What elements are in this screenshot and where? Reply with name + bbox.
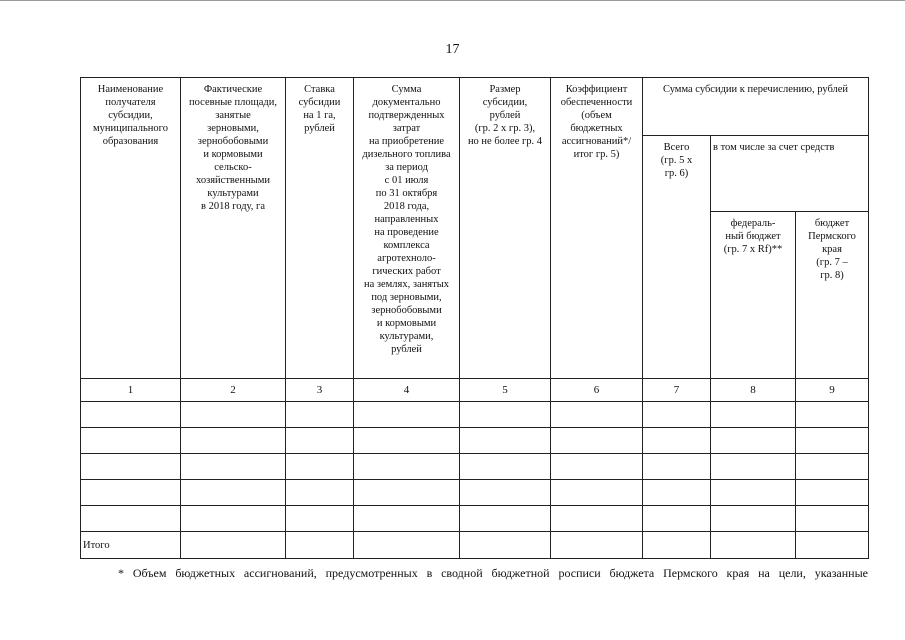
table-cell [181, 428, 286, 454]
table-row [81, 402, 869, 428]
header-line: культурами [207, 188, 259, 199]
table-cell [286, 402, 354, 428]
header-confirmed-costs [354, 78, 460, 379]
header-group-including: в том числе за счет средств [711, 136, 869, 212]
header-line: агротехноло- [377, 253, 436, 264]
header-line: (гр. 5 х [660, 155, 693, 166]
header-line: субсидии, [108, 110, 153, 121]
header-subsidy-size [460, 78, 551, 379]
table-cell [460, 402, 551, 428]
header-line: муниципального [93, 123, 168, 134]
header-line: хозяйственными [195, 175, 271, 186]
header-line: Фактические [203, 84, 263, 95]
table-cell [551, 480, 643, 506]
table-cell [551, 402, 643, 428]
header-line: гических работ [372, 266, 441, 277]
header-line: но не более гр. 4 [467, 136, 543, 147]
table-cell [460, 532, 551, 559]
header-line: подтвержденных [368, 110, 445, 121]
table-row [81, 454, 869, 480]
header-line: рублей [489, 110, 521, 121]
table-cell [181, 480, 286, 506]
header-line: ный бюджет [725, 231, 781, 242]
header-line: дизельного топлива [362, 149, 451, 160]
table-row [81, 480, 869, 506]
total-label: Итого [81, 532, 181, 559]
table-cell [460, 454, 551, 480]
header-line: (объем [581, 110, 612, 121]
header-line: обеспеченности [560, 97, 633, 108]
header-line: бюджетных [570, 123, 623, 134]
table-cell [711, 506, 796, 532]
table-cell [81, 454, 181, 480]
table-cell [181, 506, 286, 532]
table-cell [286, 454, 354, 480]
table-cell [711, 402, 796, 428]
table-cell [643, 402, 711, 428]
header-line: субсидии, [482, 97, 528, 108]
page-number: 17 [445, 42, 460, 57]
column-number: 5 [460, 379, 551, 402]
table-cell [286, 428, 354, 454]
column-number: 7 [643, 379, 711, 402]
table-cell [460, 428, 551, 454]
header-line: и кормовыми [376, 318, 437, 329]
total-row [81, 532, 869, 559]
table-cell [711, 532, 796, 559]
header-line: (гр. 7 – [816, 257, 848, 268]
table-cell [551, 454, 643, 480]
header-line: зернобобовыми [197, 136, 269, 147]
header-line: затрат [392, 123, 421, 134]
header-regional-budget [796, 212, 869, 379]
header-sown-area [181, 78, 286, 379]
header-line: на землях, занятых [363, 279, 450, 290]
table-cell [643, 480, 711, 506]
header-line: рублей [304, 123, 335, 134]
header-line: в 2018 году, га [201, 201, 265, 212]
header-federal-budget [711, 212, 796, 379]
header-line: зерновыми, [207, 123, 259, 134]
table-cell [551, 506, 643, 532]
table-cell [354, 428, 460, 454]
header-line: комплекса [383, 240, 430, 251]
header-rate [286, 78, 354, 379]
table-cell [354, 480, 460, 506]
header-line: Коэффициент [565, 84, 628, 95]
table-cell [354, 454, 460, 480]
top-edge-rule [0, 0, 905, 1]
column-numbers-row [81, 379, 869, 402]
header-line: зернобобовыми [371, 305, 442, 316]
column-number: 6 [551, 379, 643, 402]
header-line: направленных [374, 214, 439, 225]
header-line: Наименование [97, 84, 164, 95]
header-line: сельско- [214, 162, 252, 173]
table-cell [286, 480, 354, 506]
header-line: за период [385, 162, 428, 173]
header-line: (гр. 7 х Rf)** [723, 244, 783, 255]
header-line: Размер [489, 84, 521, 95]
header-line: Всего [663, 142, 690, 153]
table-row [81, 506, 869, 532]
table-cell [354, 506, 460, 532]
header-line: с 01 июля [384, 175, 429, 186]
header-line: 2018 года, [383, 201, 430, 212]
header-line: по 31 октября [375, 188, 438, 199]
header-line: образования [102, 136, 159, 147]
table-cell [460, 506, 551, 532]
header-line: бюджет [814, 218, 850, 229]
table-cell [643, 428, 711, 454]
header-line: (гр. 2 х гр. 3), [474, 123, 536, 134]
table-cell [796, 454, 869, 480]
header-line: на 1 га, [303, 110, 336, 121]
header-group-sum: Сумма субсидии к перечислению, рублей [643, 78, 869, 136]
header-line: гр. 6) [664, 168, 689, 179]
table-cell [796, 428, 869, 454]
header-line: рублей [391, 344, 422, 355]
table-cell [354, 402, 460, 428]
table-cell [551, 428, 643, 454]
table-cell [711, 454, 796, 480]
header-line: Сумма [391, 84, 422, 95]
column-number: 9 [796, 379, 869, 402]
table-cell [460, 480, 551, 506]
table-cell [81, 480, 181, 506]
column-number: 8 [711, 379, 796, 402]
table-cell [643, 454, 711, 480]
column-number: 1 [81, 379, 181, 402]
table-cell [796, 532, 869, 559]
header-coefficient [551, 78, 643, 379]
table-cell [181, 402, 286, 428]
header-recipient [81, 78, 181, 379]
header-line: Пермского [808, 231, 856, 242]
table-cell [354, 532, 460, 559]
table-cell [796, 506, 869, 532]
header-line: и кормовыми [203, 149, 263, 160]
table-cell [796, 480, 869, 506]
subsidy-table [80, 77, 869, 559]
footnote: * Объем бюджетных ассигнований, предусмотренных в сводной бюджетной росписи бюджета Пермского края на цели, указанные [118, 566, 868, 580]
header-line: Ставка [304, 84, 335, 95]
header-line: на приобретение [368, 136, 445, 147]
table-cell [796, 402, 869, 428]
column-number: 2 [181, 379, 286, 402]
header-line: края [822, 244, 842, 255]
header-line: гр. 8) [820, 270, 844, 281]
header-line: субсидии [298, 97, 341, 108]
header-line: федераль- [730, 218, 776, 229]
header-line: ассигнований*/ [561, 136, 632, 147]
table-cell [81, 506, 181, 532]
column-number: 3 [286, 379, 354, 402]
table-cell [81, 402, 181, 428]
table-cell [551, 532, 643, 559]
header-total [643, 136, 711, 379]
header-line: культурами, [379, 331, 434, 342]
table-cell [286, 506, 354, 532]
table-cell [181, 532, 286, 559]
header-line: занятые [215, 110, 251, 121]
table-row [81, 428, 869, 454]
table-cell [181, 454, 286, 480]
header-line: итог гр. 5) [573, 149, 620, 160]
table-cell [711, 428, 796, 454]
table-cell [643, 532, 711, 559]
header-line: на проведение [374, 227, 439, 238]
header-line: под зерновыми, [371, 292, 442, 303]
table-cell [711, 480, 796, 506]
table-cell [286, 532, 354, 559]
table-cell [643, 506, 711, 532]
header-line: посевные площади, [189, 97, 277, 108]
header-line: получателя [105, 97, 156, 108]
table-cell [81, 428, 181, 454]
header-line: документально [372, 97, 441, 108]
column-number: 4 [354, 379, 460, 402]
